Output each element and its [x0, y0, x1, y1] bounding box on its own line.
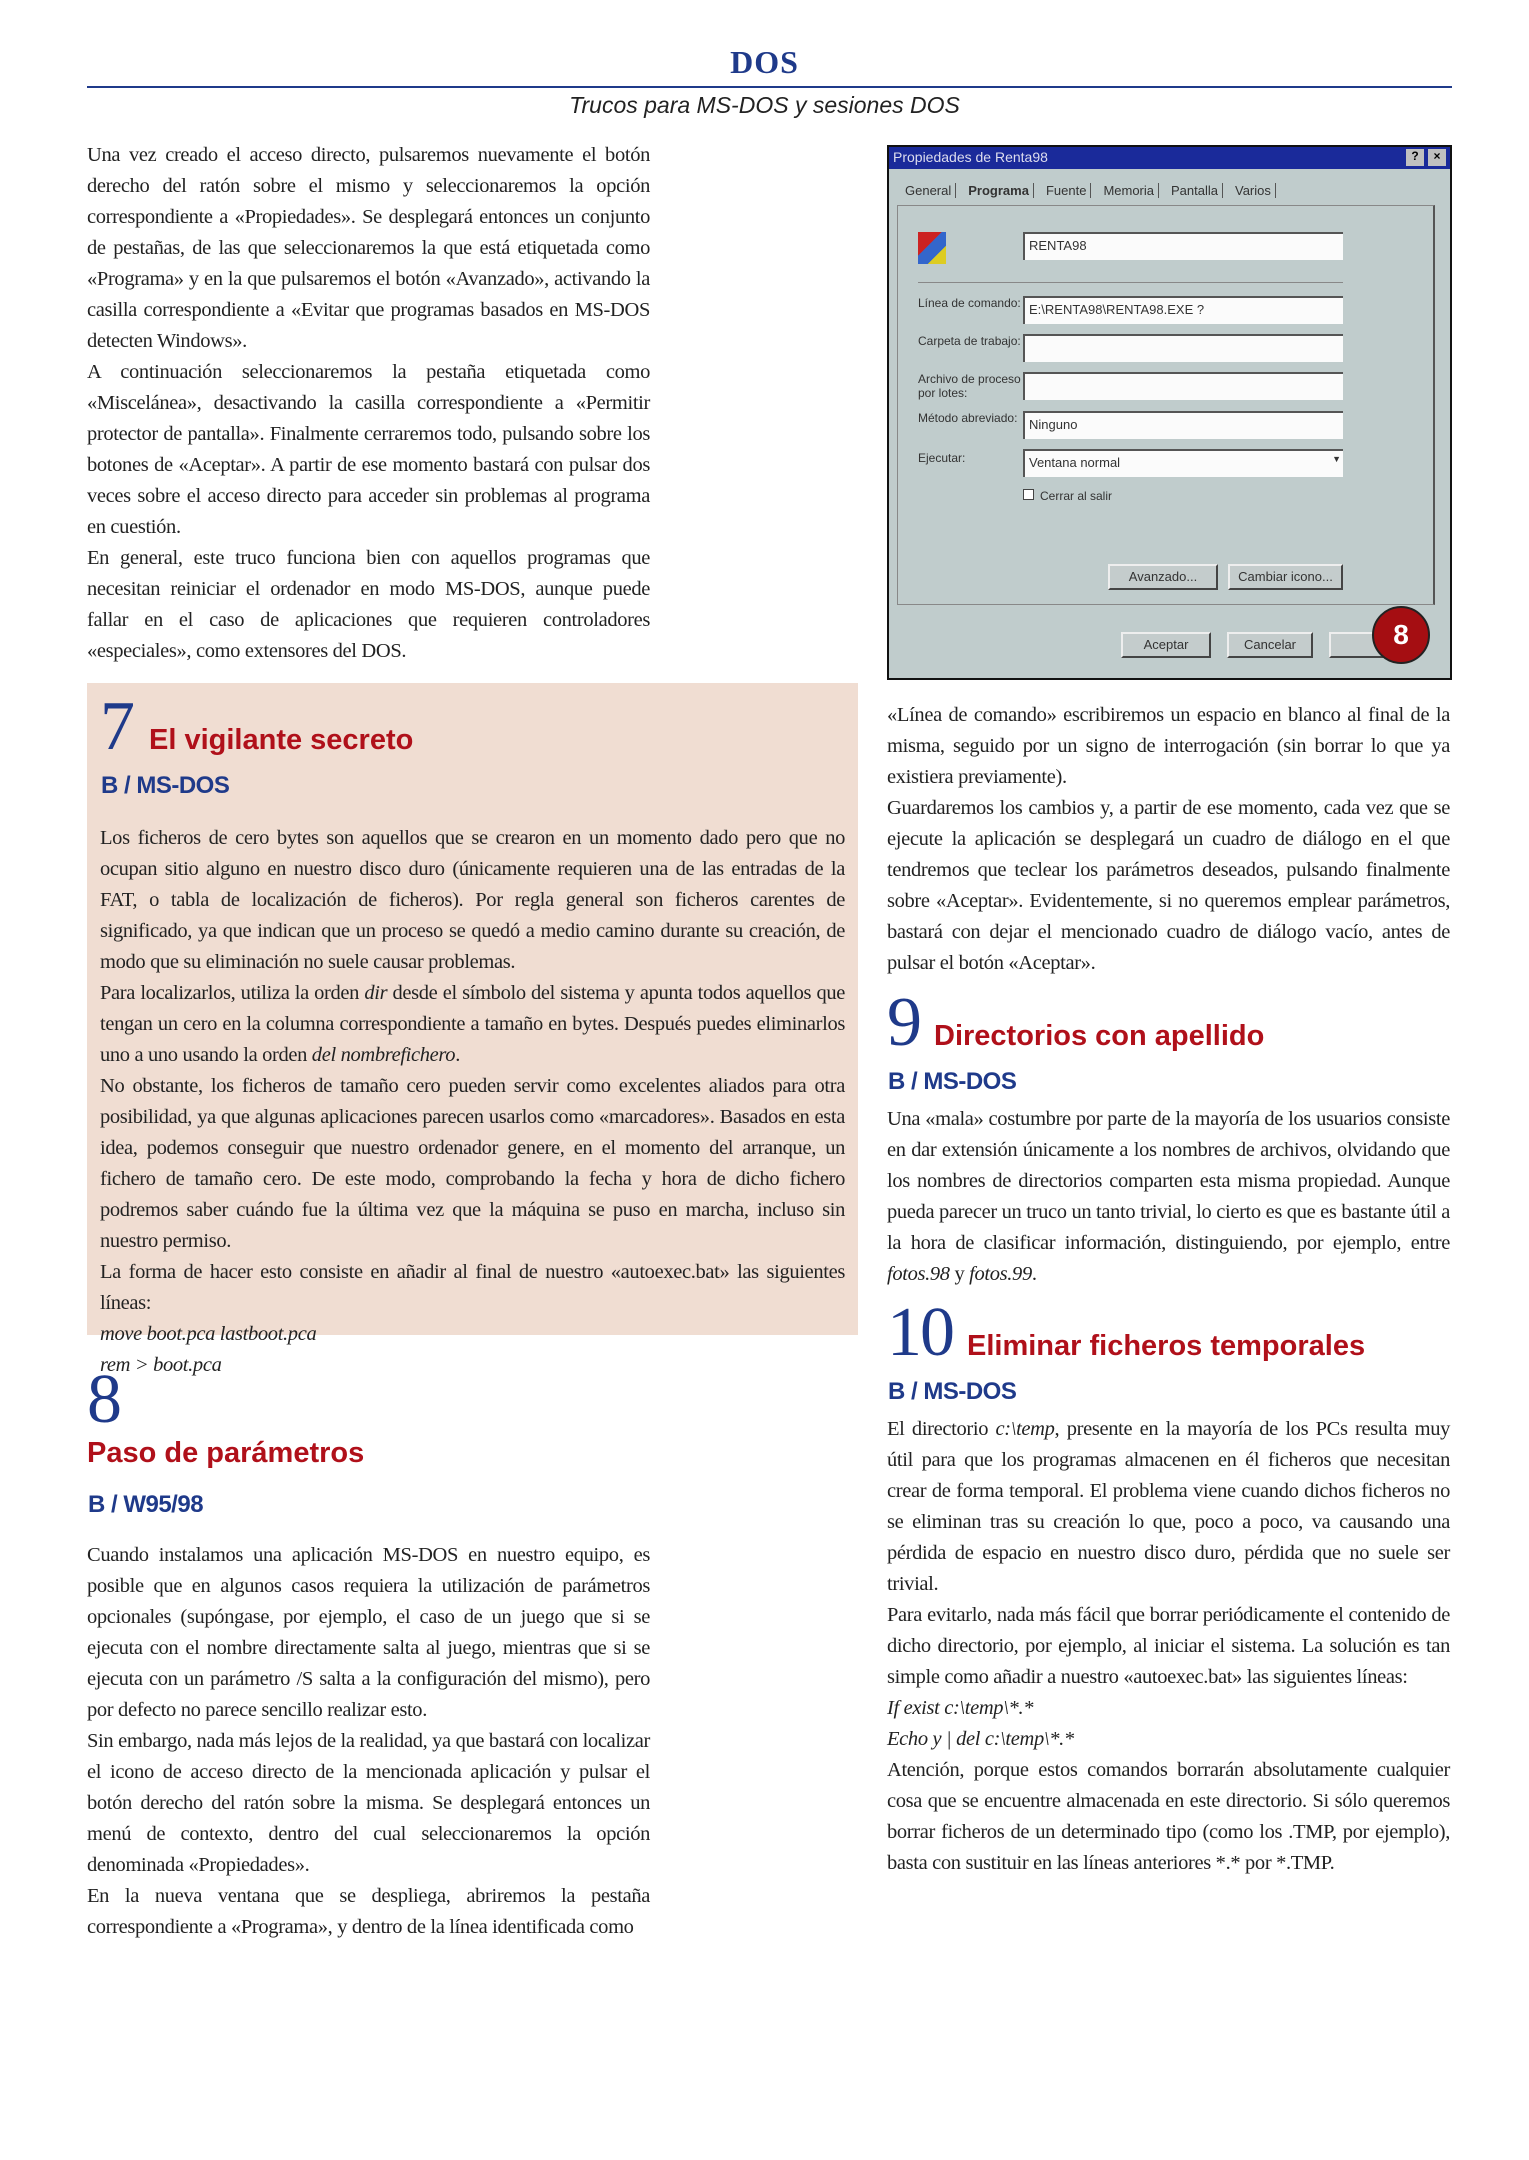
tip-8-text: [87, 1540, 650, 1943]
tip-category: B / MS-DOS: [888, 1378, 1017, 1405]
tip-7-text: [100, 823, 845, 1381]
chevron-down-icon: ▼: [1332, 454, 1341, 464]
tip-title: Eliminar ficheros temporales: [967, 1330, 1366, 1362]
dialog-tabs: [901, 183, 1276, 198]
tab-general[interactable]: General: [901, 183, 956, 198]
batch-label: Archivo de proceso por lotes:: [918, 372, 1021, 400]
paragraph: Para localizarlos, utiliza la orden dir desde el símbolo del sistema y apunta todos aquellos que tengan un cero en la columna correspondiente a tamaño en bytes. Después puedes eliminarlos uno a uno usando la orden del nombrefichero.: [100, 982, 845, 1066]
paragraph: A continuación seleccionaremos la pestaña etiquetada como «Miscelánea», desactivando la casilla correspondiente a «Permitir protector de pantalla». Finalmente cerraremos todo, pulsando sobre los botones de «Aceptar». A partir de ese momento bastará con pulsar dos veces sobre el acceso directo para acceder sin problemas al programa en cuestión.: [87, 361, 650, 538]
tip-title: Directorios con apellido: [934, 1020, 1265, 1052]
tip-category: B / MS-DOS: [101, 772, 230, 799]
paragraph: Una vez creado el acceso directo, pulsaremos nuevamente el botón derecho del ratón sobre el mismo y seleccionaremos la opción correspondiente a «Propiedades». Se desplegará entonces un conjunto de pestañas, de las que seleccionaremos la que está etiquetada como «Programa» y en la que pulsaremos el botón «Avanzado», activando la casilla correspondiente a «Evitar que programas basados en MS-DOS detecten Windows».: [87, 144, 650, 352]
tab-memoria[interactable]: Memoria: [1099, 183, 1159, 198]
run-label: Ejecutar:: [918, 451, 966, 465]
paragraph: Los ficheros de cero bytes son aquellos que se crearon en un momento dado pero que no ocupan sitio alguno en nuestro disco duro (únicamente requieren una de las entradas de la FAT, o tabla de localización de ficheros). Por regla general son ficheros carentes de significado, ya que indican que un proceso se quedó a medio camino durante su creación, de modo que su eliminación no suele causar problemas.: [100, 827, 845, 973]
tip-9-heading: [887, 984, 1265, 1061]
paragraph: En general, este truco funciona bien con aquellos programas que necesitan reiniciar el ordenador en modo MS-DOS, aunque puede fallar en el caso de aplicaciones que requieren controladores «especiales», como extensores del DOS.: [87, 547, 650, 662]
tab-pantalla[interactable]: Pantalla: [1167, 183, 1223, 198]
workdir-input[interactable]: [1023, 334, 1343, 362]
tip-number: 8: [87, 1361, 120, 1438]
tip-category: B / W95/98: [88, 1491, 204, 1518]
paragraph: Guardaremos los cambios y, a partir de ese momento, cada vez que se ejecute la aplicación se desplegará un cuadro de diálogo en el que tendremos que teclear los parámetros deseados, pulsando finalmente sobre «Aceptar». Evidentemente, si no queremos emplear parámetros, bastará con dejar el mencionado cuadro de diálogo vacío, antes de pulsar el botón «Aceptar».: [887, 797, 1450, 974]
tip-title: Paso de parámetros: [87, 1437, 365, 1469]
advanced-button[interactable]: Avanzado...: [1108, 564, 1218, 590]
paragraph: Cuando instalamos una aplicación MS-DOS en nuestro equipo, es posible que en algunos casos requiera la utilización de parámetros opcionales (supóngase, por ejemplo, el caso de un juego que si se ejecuta con el nombre directamente salta al juego, mientras que si se ejecuta con un parámetro /S salta a la configuración del mismo), pero por defecto no parece sencillo realizar esto.: [87, 1544, 650, 1721]
cancel-button[interactable]: Cancelar: [1227, 632, 1313, 658]
cmd-input[interactable]: E:\RENTA98\RENTA98.EXE ?: [1023, 296, 1343, 324]
program-name-input[interactable]: RENTA98: [1023, 232, 1343, 260]
tip-title: El vigilante secreto: [149, 724, 414, 756]
tip-category: B / MS-DOS: [888, 1068, 1017, 1095]
paragraph: La forma de hacer esto consiste en añadir al final de nuestro «autoexec.bat» las siguientes líneas:: [100, 1261, 845, 1314]
shortcut-input[interactable]: Ninguno: [1023, 411, 1343, 439]
run-select[interactable]: Ventana normal ▼: [1023, 449, 1343, 477]
code-line: rem > boot.pca: [100, 1354, 222, 1376]
tip-number: 7: [100, 688, 133, 765]
tip-9-text: [887, 1104, 1450, 1290]
header-rule: [87, 86, 1452, 88]
section-title: DOS: [730, 44, 799, 80]
intro-text: [87, 140, 650, 667]
properties-dialog-screenshot: [887, 145, 1452, 680]
paragraph: Sin embargo, nada más lejos de la realidad, ya que bastará con localizar el icono de acceso directo de la mencionada aplicación y pulsar el botón derecho del ratón sobre la misma. Se desplegará entonces un menú de contexto, dentro del cual seleccionaremos la opción denominada «Propiedades».: [87, 1730, 650, 1876]
ok-button[interactable]: Aceptar: [1121, 632, 1211, 658]
tab-fuente[interactable]: Fuente: [1042, 183, 1091, 198]
code-line: move boot.pca lastboot.pca: [100, 1323, 317, 1345]
close-on-exit-checkbox[interactable]: Cerrar al salir: [1023, 489, 1112, 503]
help-icon[interactable]: ?: [1406, 149, 1424, 166]
tip-8-continued: [887, 700, 1450, 979]
paragraph: Una «mala» costumbre por parte de la mayoría de los usuarios consiste en dar extensión únicamente a los nombres de archivos, olvidando que los nombres de directorios comparten esta misma propiedad. Aunque pueda parecer un truco un tanto trivial, lo cierto es que es bastante útil a la hora de clasificar información, distinguiendo, por ejemplo, entre fotos.98 y fotos.99.: [887, 1108, 1450, 1285]
close-icon[interactable]: ×: [1428, 149, 1446, 166]
program-icon: [918, 232, 946, 264]
paragraph: El directorio c:\temp, presente en la mayoría de los PCs resulta muy útil para que los programas almacenen en él ficheros que necesitan crear de forma temporal. El problema viene cuando dichos ficheros no se eliminan tras su creación lo que, poco a poco, va causando una pérdida de espacio en nuestro disco duro, pérdida que no suele ser trivial.: [887, 1418, 1450, 1595]
paragraph: Atención, porque estos comandos borrarán absolutamente cualquier cosa que se encuentre almacenada en este directorio. Si sólo queremos borrar ficheros de un determinado tipo (como los .TMP, por ejemplo), basta con sustituir en las líneas anteriores *.* por *.TMP.: [887, 1759, 1450, 1874]
paragraph: En la nueva ventana que se despliega, abriremos la pestaña correspondiente a «Programa», y dentro de la línea identificada como: [87, 1885, 650, 1938]
paragraph: «Línea de comando» escribiremos un espacio en blanco al final de la misma, seguido por un signo de interrogación (sin borrar lo que ya existiera previamente).: [887, 704, 1450, 788]
dialog-panel: [897, 205, 1435, 605]
tab-varios[interactable]: Varios: [1231, 183, 1276, 198]
paragraph: No obstante, los ficheros de tamaño cero pueden servir como excelentes aliados para otra posibilidad, ya que algunas aplicaciones parecen usarlos como «marcadores». Basados en esta idea, podemos conseguir que nuestro ordenador genere, en el momento del arranque, un fichero de tamaño cero. De este modo, comprobando la fecha y hora de dicho fichero podremos saber cuándo fue la última vez que la máquina se puso en marcha, incluso sin nuestro permiso.: [100, 1075, 845, 1252]
workdir-label: Carpeta de trabajo:: [918, 334, 1021, 348]
tip-number: 9: [887, 984, 920, 1061]
tip-10-heading: [887, 1294, 1366, 1371]
code-line: If exist c:\temp\*.*: [887, 1697, 1034, 1719]
shortcut-label: Método abreviado:: [918, 411, 1018, 425]
tab-programa[interactable]: Programa: [964, 183, 1034, 198]
figure-badge: 8: [1372, 606, 1430, 664]
paragraph: Para evitarlo, nada más fácil que borrar periódicamente el contenido de dicho directorio, por ejemplo, al iniciar el sistema. La solución es tan simple como añadir a nuestro «autoexec.bat» las siguientes líneas:: [887, 1604, 1450, 1688]
tip-10-text: [887, 1414, 1450, 1879]
change-icon-button[interactable]: Cambiar icono...: [1228, 564, 1343, 590]
batch-input[interactable]: [1023, 372, 1343, 400]
cmd-label: Línea de comando:: [918, 296, 1021, 310]
code-line: Echo y | del c:\temp\*.*: [887, 1728, 1074, 1750]
tip-number: 10: [887, 1294, 953, 1371]
section-subtitle: Trucos para MS-DOS y sesiones DOS: [569, 92, 960, 118]
dialog-titlebar: Propiedades de Renta98 ? ×: [889, 147, 1450, 169]
tip-7-heading: [100, 688, 414, 765]
divider: [918, 282, 1343, 283]
